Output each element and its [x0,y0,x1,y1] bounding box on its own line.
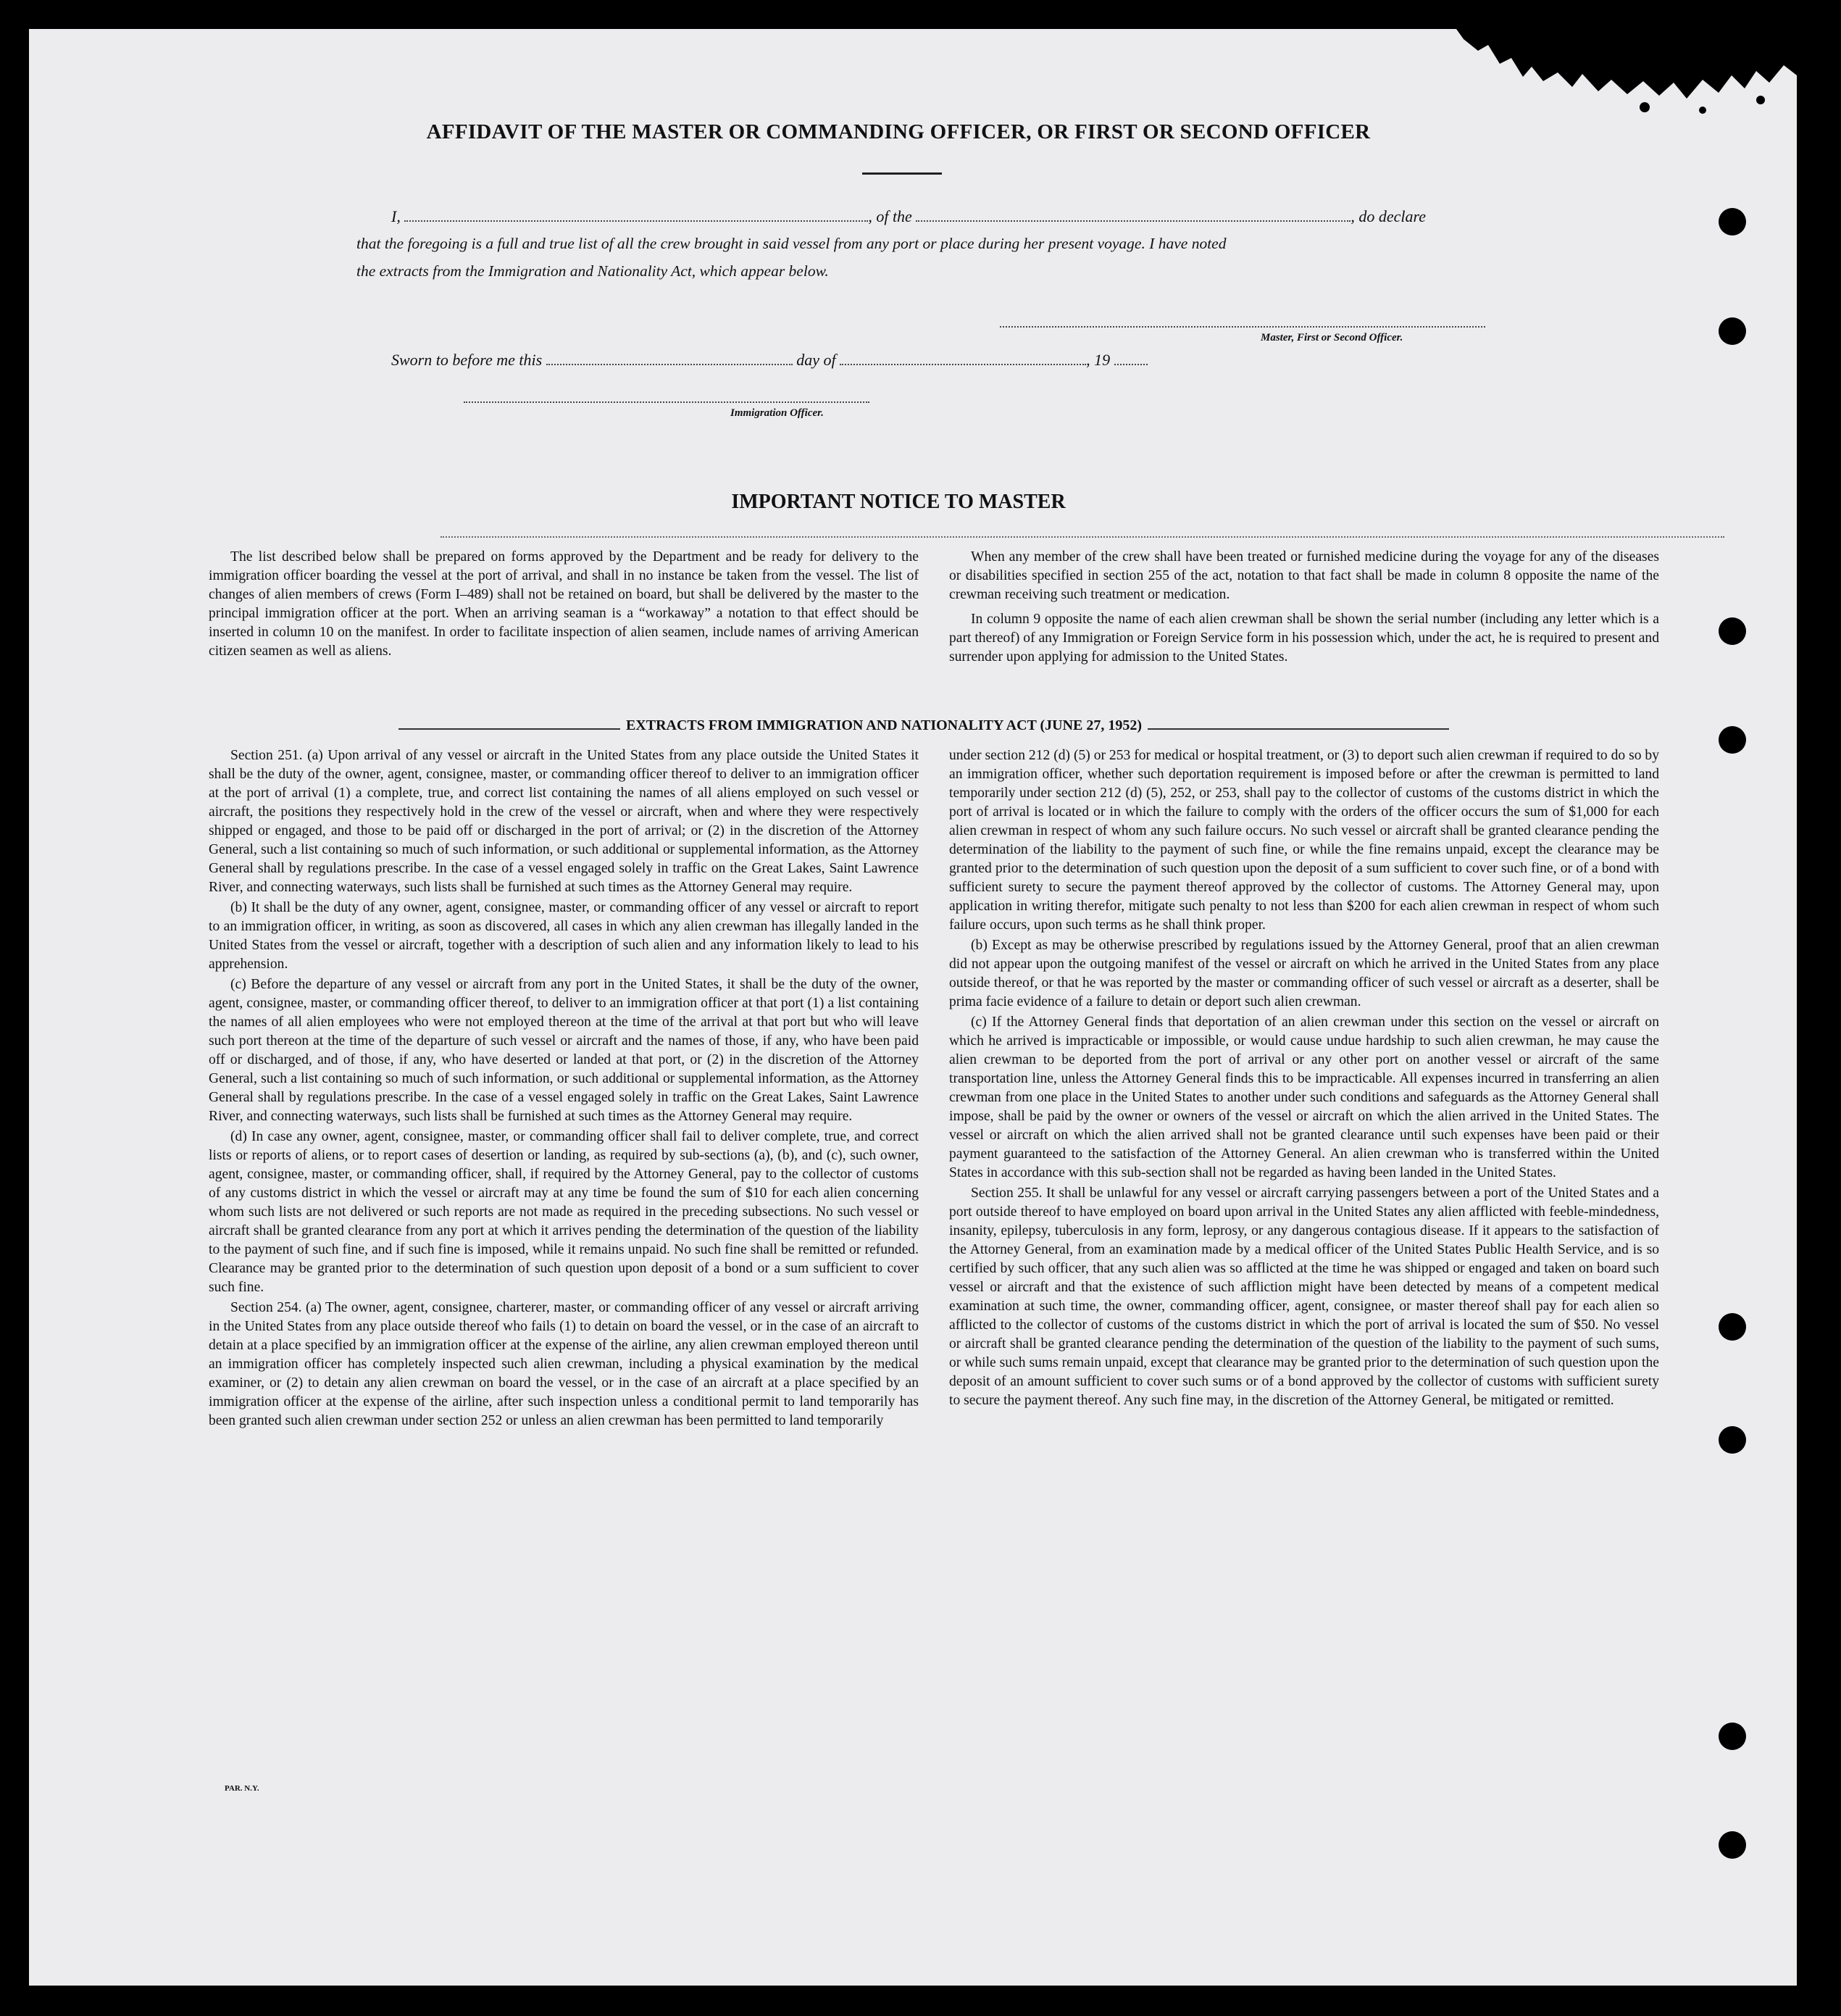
punch-hole [1719,1313,1746,1341]
i-label: I, [391,207,401,225]
extracts-title-text: EXTRACTS FROM IMMIGRATION AND NATIONALITY ACT (JUNE 27, 1952) [620,717,1148,733]
section-255: Section 255. It shall be unlawful for any vessel or aircraft carrying passengers between a port of the United States and a port outside thereof to have employed on board upon arrival in the United States any alien afflicted with feeble-mindedness, insanity, epilepsy, tuberculosis in any form, leprosy, or any dangerous contagious disease. If it appears to the satisfaction of the Attorney General, from an examination made by a medical officer of the United States Public Health Service, and is so certified by such officer, that any such alien was so afflicted at the time he was shipped or engaged and taken on board such vessel or aircraft and that the existence of such affliction might have been detected by means of a competent medical examination at such time, the owner, commanding officer, agent, consignee, or master thereof shall pay for each alien so afflicted to the collector of customs of the customs district in which the port of arrival is located the sum of $50. No vessel or aircraft shall be granted clearance pending the determination of the question of the liability to the payment of such sums, or while such sums remain unpaid, except that clearance may be granted prior to the determination of such question upon the deposit of an amount sufficient to cover such sums or of a bond approved by the collector of customs with sufficient surety to secure the payment thereof. Any such fine may, in the discretion of the Attorney General, be mitigated or remitted. [949,1186,1659,1408]
punch-hole [1719,208,1746,236]
extracts-title [174,717,1594,734]
extracts-right-column [949,746,1659,1412]
notice-divider [441,536,1724,538]
notice-right-column [949,548,1659,668]
punch-hole [1719,1426,1746,1454]
declaration-line [391,207,1521,226]
section-254-c: (c) If the Attorney General finds that deportation of an alien crewman under this section on the vessel or aircraft on which he arrived is impracticable or impossible, or would cause undue hardship to such alien crewman, he may cause the alien crewman to be deported from the port of arrival or any other port on another vessel or aircraft of the same transportation line, unless the Attorney General finds this to be impracticable. All expenses incurred in transferring an alien crewman from one place in the United States to another under such conditions and safeguards as the Attorney General shall impose, shall be paid by the owner or owners of the vessel or aircraft on which the alien arrived in the United States. The vessel or aircraft on which the alien arrived shall not be granted clearance until such expenses have been paid or their payment guaranteed to the satisfaction of the Attorney General. An alien crewman who is transferred within the United States in accordance with this sub-section shall not be regarded as having been landed in the United States. [949,1015,1659,1180]
punch-hole [1719,617,1746,645]
punch-hole [1719,317,1746,345]
name-field[interactable] [404,220,868,222]
title-rule [862,172,942,175]
punch-hole [1719,1831,1746,1859]
section-254-b: (b) Except as may be otherwise prescribed by regulations issued by the Attorney General, proof that an alien crewman did not appear upon the outgoing manifest of the vessel or aircraft on which he arrived in the United States from any place outside thereof, or that he was reported by the master or commanding officer of such vessel or aircraft as a deserter, shall be prima facie evidence of a failure to detain or deport such alien crewman. [949,938,1659,1009]
punch-hole [1719,726,1746,754]
immigration-officer-label: Immigration Officer. [730,407,824,419]
torn-edge [1456,29,1797,116]
section-251-d: (d) In case any owner, agent, consignee, master, or commanding officer shall fail to deliver complete, true, and correct lists or reports of aliens, or to report cases of desertion or landing, as required by sub-sections (a), (b), and (c), such owner, agent, consignee, master, or commanding officer, shall, if required by the Attorney General, pay to the collector of customs of any customs district in which the vessel or aircraft may at any time be found the sum of $10 for each alien concerning whom such lists are not delivered or such reports are not made as required in the preceding subsections. No such vessel or aircraft shall be granted clearance from any port at which it arrives pending the determination of the question of the liability to the payment of such fine, and if such fine is imposed, while it remains unpaid. No such fine shall be remitted or refunded. Clearance may be granted prior to the determination of such question upon deposit of a bond or a sum sufficient to cover such fine. [209,1129,919,1295]
officer-signature-line[interactable] [464,401,869,403]
master-signature-label: Master, First or Second Officer. [1261,332,1403,343]
punch-hole [1719,1723,1746,1750]
affidavit-title: AFFIDAVIT OF THE MASTER OR COMMANDING OFFICER, OR FIRST OR SECOND OFFICER [426,120,1371,143]
of-the-label: , of the [868,207,912,225]
section-251-a: Section 251. (a) Upon arrival of any vessel or aircraft in the United States from any place outside the United States it shall be the duty of the owner, agent, consignee, master, or commanding officer thereof to deliver to an immigration officer at the port of arrival (1) a complete, true, and correct list containing the names of all aliens employed on such vessel or aircraft, the positions they respectively hold in the crew of the vessel or aircraft, when and where they were respectively shipped or engaged, and those to be paid off or discharged in the port of arrival; or (2) in the discretion of the Attorney General, such a list containing so much of such information, or such additional or supplemental information, as the Attorney General shall by regulations prescribe. In the case of a vessel engaged solely in traffic on the Great Lakes, Saint Lawrence River, and connecting waterways, such lists shall be furnished at such times as the Attorney General may require. [209,748,919,895]
do-declare-label: , do declare [1351,207,1426,225]
vessel-field[interactable] [916,220,1351,222]
declaration-text-2: the extracts from the Immigration and Nationality Act, which appear below. [356,262,829,280]
declaration-text-1: that the foregoing is a full and true list of all the crew brought in said vessel from any port or place during her present voyage. I have noted [356,235,1227,252]
notice-left-paragraph: The list described below shall be prepared on forms approved by the Department and be ready for delivery to the immigration officer boarding the vessel at the port of arrival, and shall in no instance be taken from the vessel. The list of changes of alien members of crews (Form I–489) shall not be retained on board, but shall be delivered by the master to the principal immigration officer at the port. When an arriving seaman is a “workaway” a notation to that effect should be inserted in column 10 on the manifest. In order to facilitate inspection of alien seamen, include names of arriving American citizen seamen as well as aliens. [209,549,919,659]
notice-right-paragraph-1: When any member of the crew shall have been treated or furnished medicine during the voyage for any of the diseases or disabilities specified in section 255 of the act, notation to that fact shall be made in column 8 opposite the name of the crewman receiving such treatment or medication. [949,549,1659,602]
extracts-left-column [209,746,919,1432]
sworn-day-field[interactable] [546,363,793,365]
sworn-month-field[interactable] [840,363,1086,365]
section-251-b: (b) It shall be the duty of any owner, agent, consignee, master, or commanding officer of any vessel or aircraft to report to an immigration officer, in writing, as soon as discovered, all cases in which any alien crewman has illegally landed in the United States from the vessel or aircraft, together with a description of such alien and any information likely to lead to his apprehension. [209,900,919,972]
sworn-year-field[interactable] [1114,363,1148,365]
notice-title: IMPORTANT NOTICE TO MASTER [731,491,1066,513]
section-254-a-continued: under section 212 (d) (5) or 253 for medical or hospital treatment, or (3) to deport such alien crewman if required to do so by an immigration officer, whether such deportation requirement is imposed before or after the crewman is permitted to land temporarily under section 212 (d) (5), 252, or 253, shall pay to the collector of customs of the customs district in which the port of arrival is located or in which the failure to comply with the orders of the officer occurs the sum of $1,000 for each alien crewman in respect of whom any such failure occurs. No such vessel or aircraft shall be granted clearance pending the determination of the liability to the payment of such fine, or while the fine remains unpaid, except the clearance may be granted prior to the determination of such question upon the deposit of a sum sufficient to cover such fine, or of a bond with sufficient surety to secure the payment thereof approved by the collector of customs. The Attorney General may, upon application in writing therefor, mitigate such penalty to not less than $200 for each alien crewman in respect of whom such failure occurs, upon such terms as he shall think proper. [949,748,1659,933]
section-251-c: (c) Before the departure of any vessel or aircraft from any port in the United States, it shall be the duty of the owner, agent, consignee, master, or commanding officer thereof, to deliver to an immigration officer at that port (1) a list containing the names of all alien employees who were not employed thereon at the time of the arrival at that port but who will leave such port thereon at the time of the departure of such vessel or aircraft and the names of those, if any, who have been paid off or discharged, and of those, if any, who have deserted or landed at that port, or (2) in the discretion of the Attorney General, such a list containing so much of such information, or such additional or supplemental information, as the Attorney General shall by regulations prescribe. In the case of a vessel engaged solely in traffic on the Great Lakes, Saint Lawrence River, and connecting waterways, such lists shall be furnished at such times as the Attorney General may require. [209,977,919,1124]
day-of-label: day of [796,351,836,369]
sworn-label: Sworn to before me this [391,351,543,369]
master-signature-line[interactable] [1000,326,1485,328]
year-label: , 19 [1086,351,1111,369]
printer-mark: PAR. N.Y. [225,1784,259,1793]
document-page [29,29,1797,1986]
notice-right-paragraph-2: In column 9 opposite the name of each alien crewman shall be shown the serial number (including any letter which is a part thereof) of any Immigration or Foreign Service form in his possession which, under the act, he is required to present and surrender upon applying for admission to the United States. [949,612,1659,665]
section-254-a: Section 254. (a) The owner, agent, consignee, charterer, master, or commanding officer of any vessel or aircraft arriving in the United States from any place outside thereof who fails (1) to detain on board the vessel, or in the case of an aircraft to detain at a place specified by an immigration officer at the expense of the airline, any alien crewman employed thereon until an immigration officer has completely inspected such alien crewman, including a physical examination by the medical examiner, or (2) to detain any alien crewman on board the vessel, or in the case of an aircraft at a place specified by an immigration officer at the expense of the airline, after such inspection unless a conditional permit to land temporarily has been granted such alien crewman under section 252 or unless an alien crewman has been permitted to land temporarily [209,1300,919,1428]
sworn-line [391,351,1333,370]
notice-left-column [209,548,919,662]
